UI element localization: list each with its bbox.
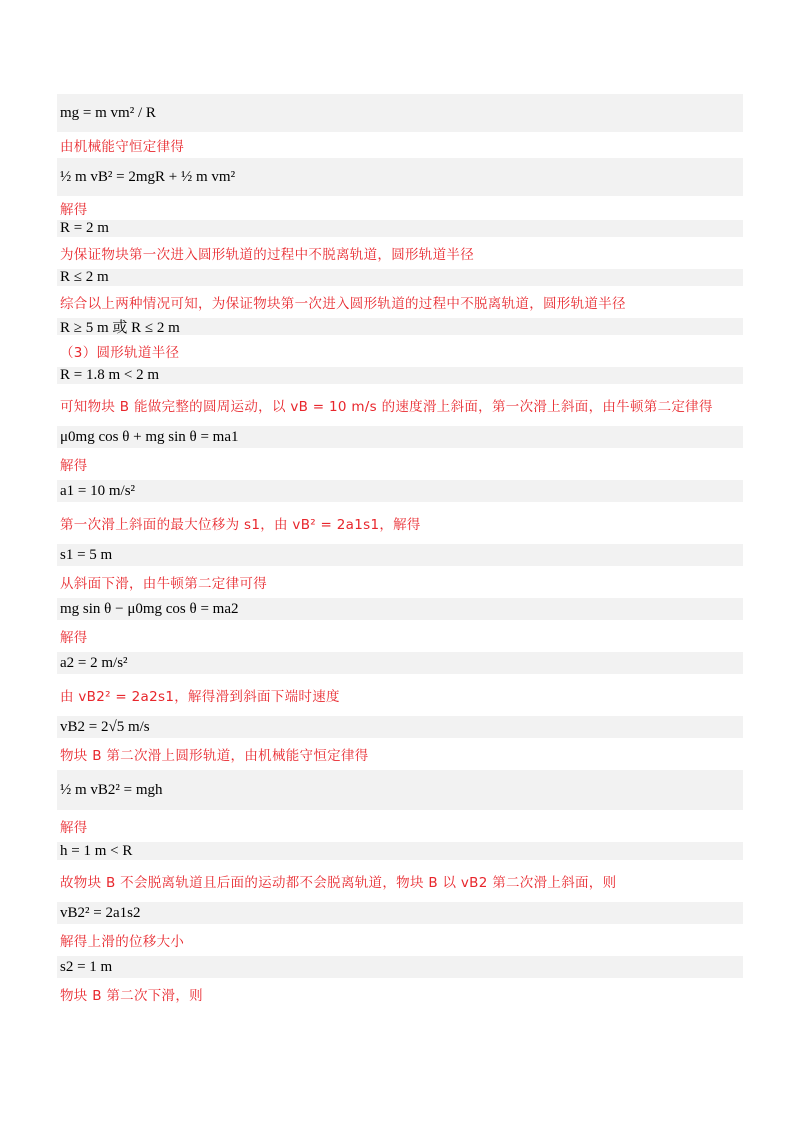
equation-line: a2 = 2 m/s²: [57, 652, 743, 674]
explanation-text: 解得: [60, 202, 88, 218]
equation-line: R ≥ 5 m 或 R ≤ 2 m: [57, 318, 743, 335]
equation-line: μ0mg cos θ + mg sin θ = ma1: [57, 426, 743, 448]
explanation-text: 由 vB2² = 2a2s1，解得滑到斜面下端时速度: [60, 689, 340, 705]
explanation-text: 解得: [60, 458, 88, 474]
explanation-text: 从斜面下滑，由牛顿第二定律可得: [60, 576, 267, 592]
equation-line: mg sin θ − μ0mg cos θ = ma2: [57, 598, 743, 620]
explanation-text: 物块 B 第二次下滑，则: [60, 988, 203, 1004]
equation-line: R = 2 m: [57, 220, 743, 237]
equation-line: R = 1.8 m < 2 m: [57, 367, 743, 384]
explanation-text: 解得上滑的位移大小: [60, 934, 185, 950]
explanation-text: 为保证物块第一次进入圆形轨道的过程中不脱离轨道，圆形轨道半径: [60, 247, 474, 263]
explanation-text: 物块 B 第二次滑上圆形轨道，由机械能守恒定律得: [60, 748, 369, 764]
explanation-text: 故物块 B 不会脱离轨道且后面的运动都不会脱离轨道，物块 B 以 vB2 第二次滑上斜面，则: [60, 875, 617, 891]
equation-line: mg = m vm² / R: [57, 94, 743, 132]
explanation-text: （3）圆形轨道半径: [60, 345, 180, 361]
explanation-text: 第一次滑上斜面的最大位移为 s1，由 vB² = 2a1s1，解得: [60, 517, 421, 533]
equation-line: vB2² = 2a1s2: [57, 902, 743, 924]
equation-line: s1 = 5 m: [57, 544, 743, 566]
equation-line: ½ m vB2² = mgh: [57, 770, 743, 810]
explanation-text: 综合以上两种情况可知，为保证物块第一次进入圆形轨道的过程中不脱离轨道，圆形轨道半径: [60, 296, 626, 312]
equation-line: a1 = 10 m/s²: [57, 480, 743, 502]
equation-line: R ≤ 2 m: [57, 269, 743, 286]
equation-line: ½ m vB² = 2mgR + ½ m vm²: [57, 158, 743, 196]
explanation-text: 解得: [60, 630, 88, 646]
solution-page: [57, 94, 743, 1010]
explanation-text: 解得: [60, 820, 88, 836]
explanation-text: 由机械能守恒定律得: [60, 139, 185, 155]
equation-line: h = 1 m < R: [57, 842, 743, 860]
equation-line: s2 = 1 m: [57, 956, 743, 978]
explanation-text: 可知物块 B 能做完整的圆周运动，以 vB = 10 m/s 的速度滑上斜面，第一次滑上斜面，由牛顿第二定律得: [60, 399, 713, 415]
equation-line: vB2 = 2√5 m/s: [57, 716, 743, 738]
